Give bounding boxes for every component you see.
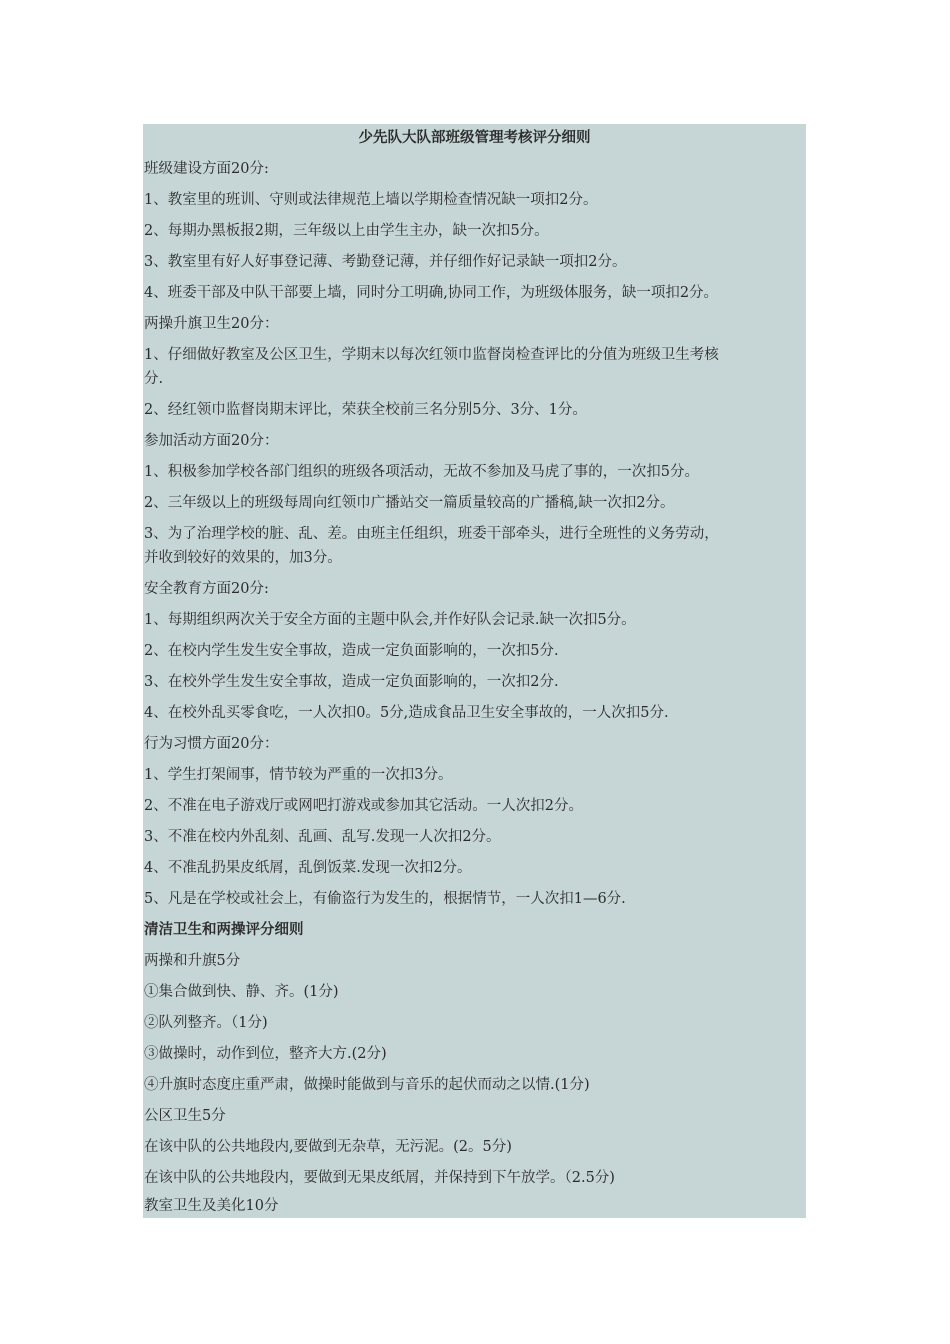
rule-item: 在该中队的公共地段内,要做到无杂草，无污泥。(2。5分) [144, 1139, 512, 1155]
rule-item: 4、班委干部及中队干部要上墙，同时分工明确,协同工作，为班级体服务，缺一项扣2分。 [144, 285, 719, 301]
rule-item: ④升旗时态度庄重严肃，做操时能做到与音乐的起伏而动之以情.(1分) [144, 1077, 590, 1093]
section-heading: 行为习惯方面20分： [144, 736, 279, 752]
rule-item: 在该中队的公共地段内，要做到无果皮纸屑，并保持到下午放学。（2.5分) [144, 1170, 615, 1186]
rule-item: 1、教室里的班训、守则或法律规范上墙以学期检查情况缺一项扣2分。 [144, 192, 598, 208]
rule-item: 2、三年级以上的班级每周向红领巾广播站交一篇质量较高的广播稿,缺一次扣2分。 [144, 495, 675, 511]
rule-item: 3、教室里有好人好事登记薄、考勤登记薄，并仔细作好记录缺一项扣2分。 [144, 254, 627, 270]
section-heading: 公区卫生5分 [144, 1108, 226, 1124]
rule-item: 3、不准在校内外乱刻、乱画、乱写.发现一人次扣2分。 [144, 829, 501, 845]
rule-item: 5、凡是在学校或社会上，有偷盗行为发生的，根据情节，一人次扣1—6分. [144, 891, 626, 907]
rule-item: 3、在校外学生发生安全事故，造成一定负面影响的，一次扣2分. [144, 674, 559, 690]
rule-item: 2、在校内学生发生安全事故，造成一定负面影响的，一次扣5分. [144, 643, 559, 659]
rule-item: ①集合做到快、静、齐。(1分) [144, 984, 339, 1000]
rule-item: 4、在校外乱买零食吃，一人次扣0。5分,造成食品卫生安全事故的，一人次扣5分. [144, 705, 669, 721]
section-heading: 班级建设方面20分: [144, 161, 269, 177]
document-title: 少先队大队部班级管理考核评分细则 [358, 129, 591, 146]
rule-item: ②队列整齐。（1分) [144, 1015, 268, 1031]
rule-item: 1、仔细做好教室及公区卫生，学期末以每次红领巾监督岗检查评比的分值为班级卫生考核 [144, 347, 719, 363]
rule-item-continued: 分. [144, 371, 164, 387]
rule-item: ③做操时，动作到位，整齐大方.(2分) [144, 1046, 387, 1062]
rule-item-continued: 并收到较好的效果的，加3分。 [144, 550, 342, 566]
document-page [143, 124, 806, 1218]
section-heading: 安全教育方面20分: [144, 581, 269, 597]
rule-item: 1、每期组织两次关于安全方面的主题中队会,并作好队会记录.缺一次扣5分。 [144, 612, 636, 628]
rule-item: 1、学生打架闹事，情节较为严重的一次扣3分。 [144, 767, 453, 783]
rule-item: 1、积极参加学校各部门组织的班级各项活动，无故不参加及马虎了事的，一次扣5分。 [144, 464, 699, 480]
section-heading: 教室卫生及美化10分 [144, 1198, 279, 1214]
subtitle: 清洁卫生和两操评分细则 [144, 921, 304, 938]
section-heading: 参加活动方面20分： [144, 433, 279, 449]
rule-item: 2、经红领巾监督岗期末评比，荣获全校前三名分别5分、3分、1分。 [144, 402, 587, 418]
section-heading: 两操升旗卫生20分： [144, 316, 279, 332]
rule-item: 2、每期办黑板报2期，三年级以上由学生主办，缺一次扣5分。 [144, 223, 549, 239]
rule-item: 4、不准乱扔果皮纸屑，乱倒饭菜.发现一次扣2分。 [144, 860, 472, 876]
rule-item: 3、为了治理学校的脏、乱、差。由班主任组织，班委干部牵头，进行全班性的义务劳动， [144, 526, 719, 542]
section-heading: 两操和升旗5分 [144, 953, 241, 969]
rule-item: 2、不准在电子游戏厅或网吧打游戏或参加其它活动。一人次扣2分。 [144, 798, 583, 814]
